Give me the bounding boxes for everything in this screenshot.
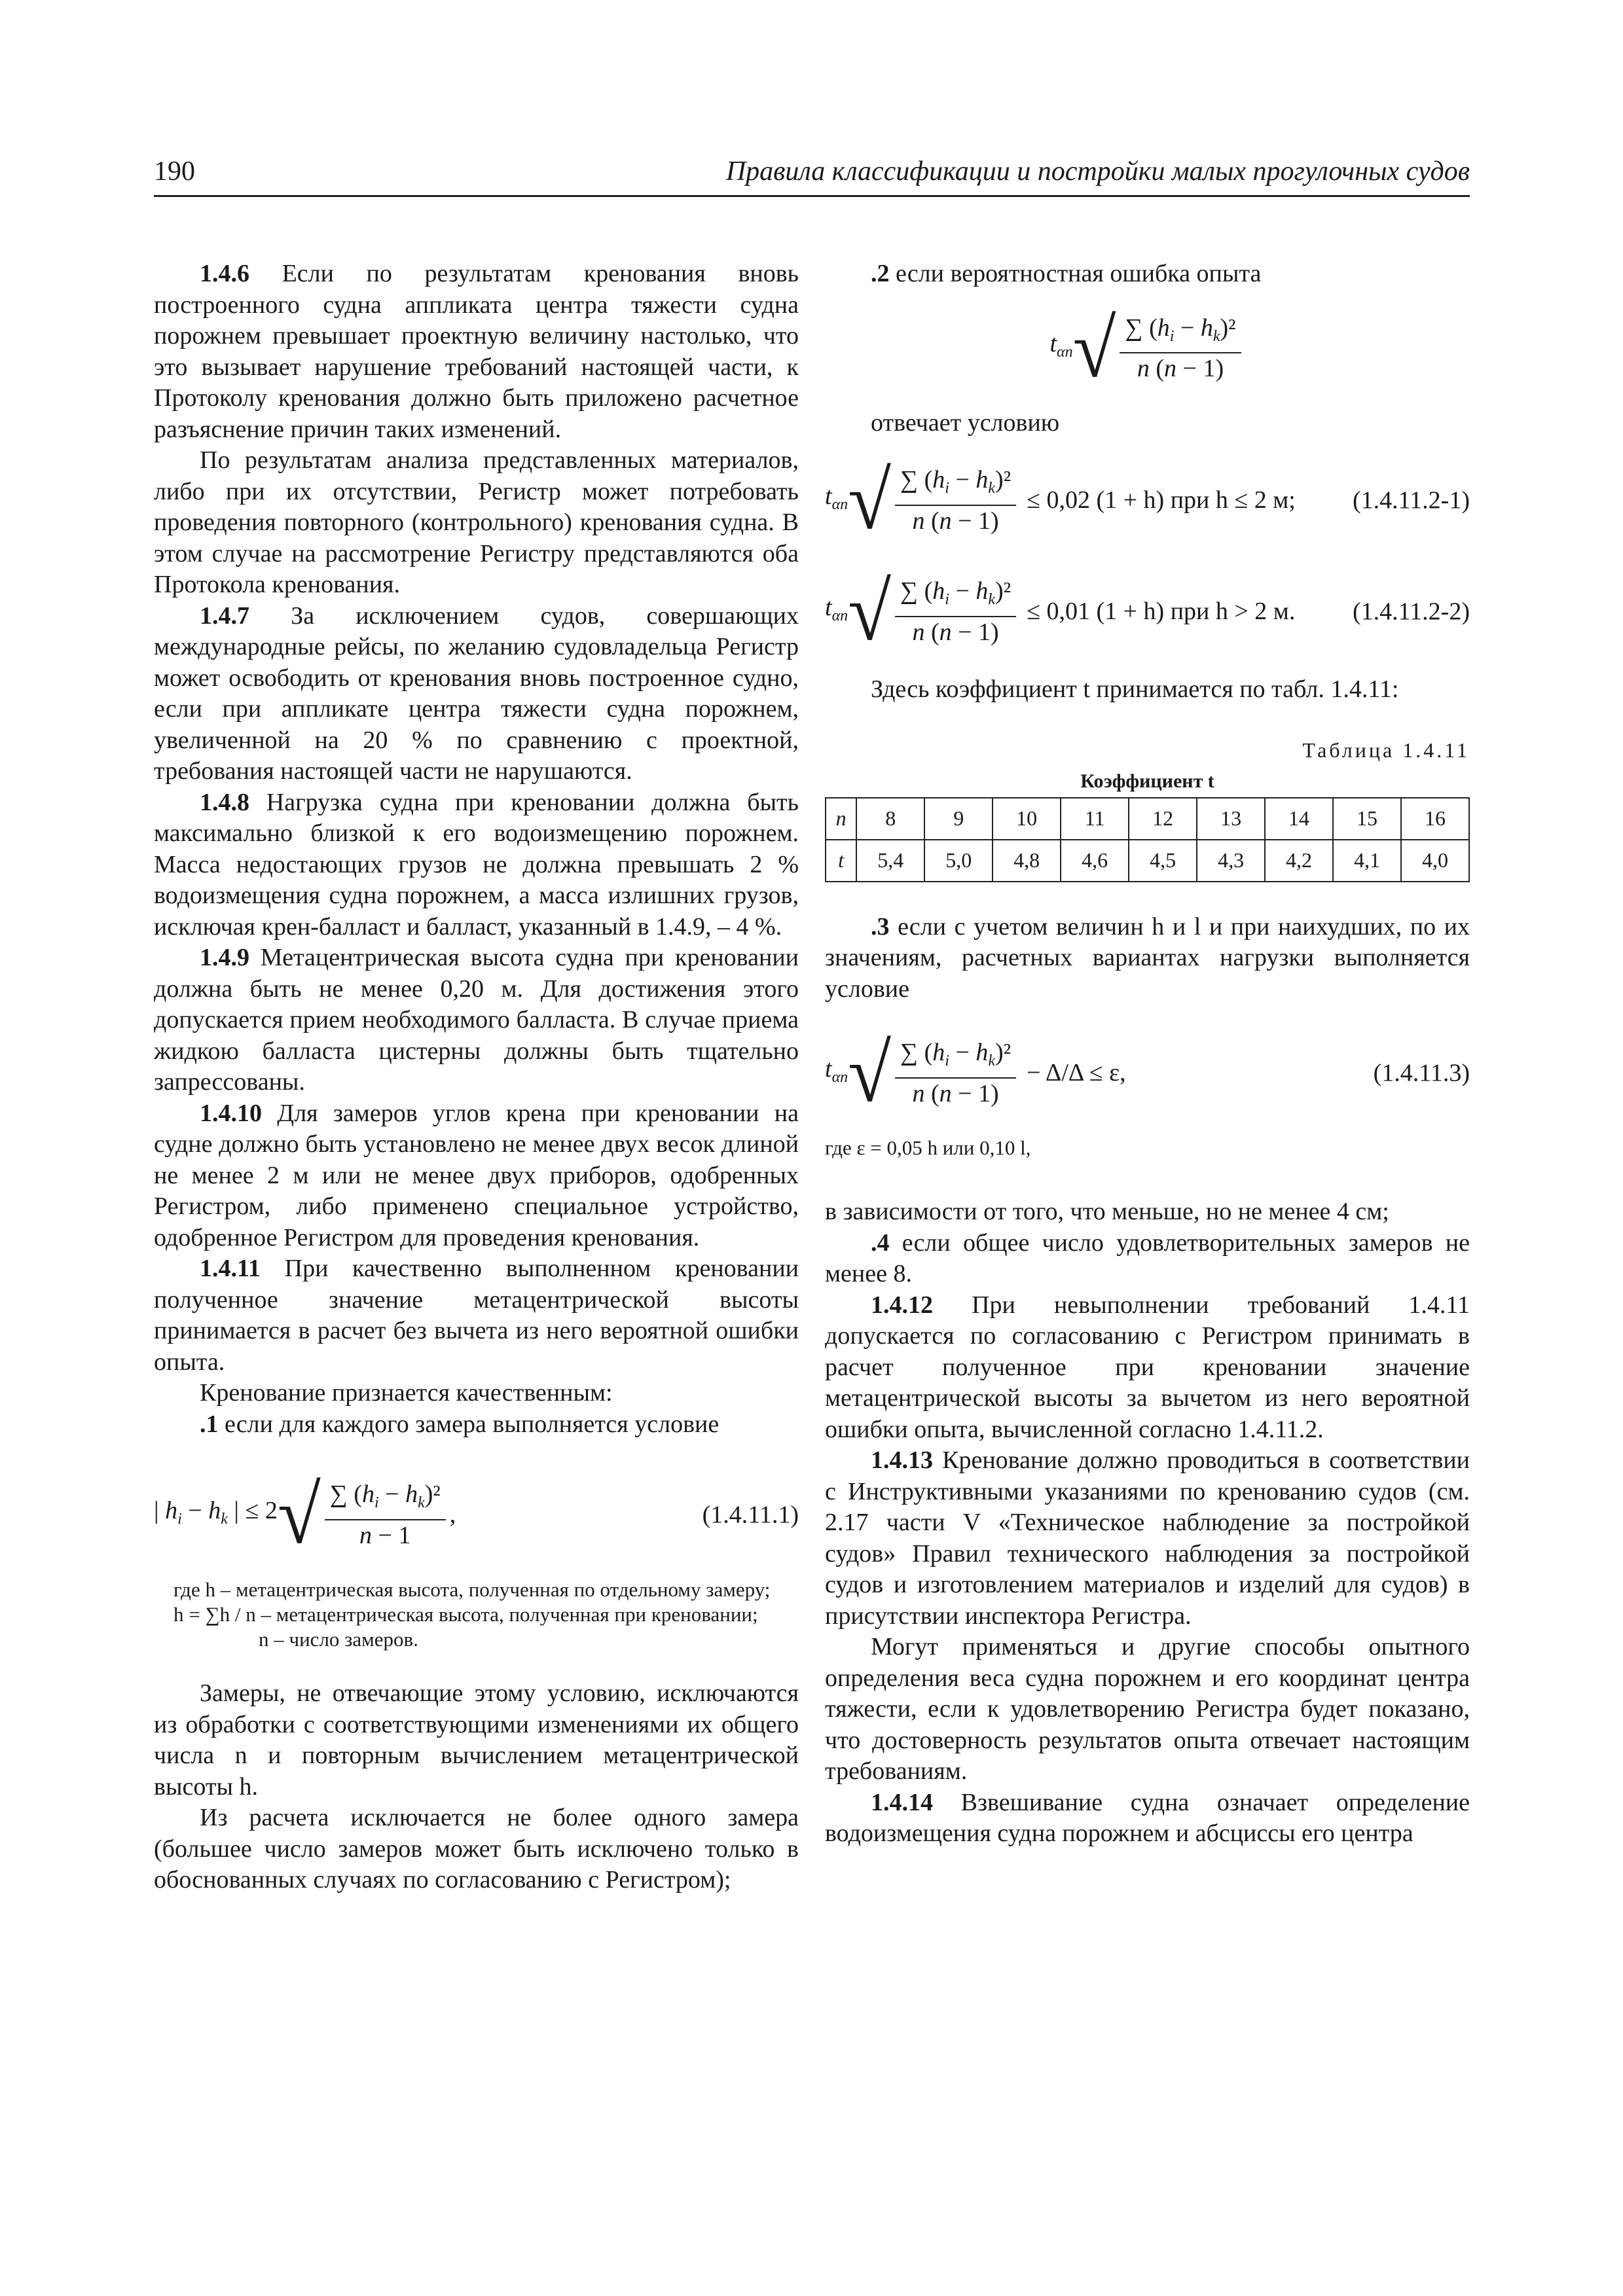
table-cell: 4,0: [1401, 840, 1469, 882]
table-cell: 9: [924, 798, 993, 840]
table-row: [826, 840, 1469, 882]
paragraph-1-4-9: 1.4.9 Метацентрическая высота судна при креновании должна быть не менее 0,20 м. Для достижения этого допускается прием необходимого балласта. В случае приема жидкою балласта цистерны должны быть тщательно запрессованы.: [154, 944, 799, 1096]
table-cell: 4,8: [993, 840, 1061, 882]
formula-1-4-11-2-2: $t_{\alpha n}$ √ $\frac{\sum (h_i - h_k)^2}{n (n - 1)}$ ≤ 0,01 (1 + h) при h > 2 м. (1.4.11.2-2): [825, 565, 1470, 658]
running-title: Правила классификации и постройки малых прогулочных судов: [725, 156, 1470, 187]
table-cell: n: [826, 798, 856, 840]
table-cell: 13: [1197, 798, 1265, 840]
table-cell: 4,5: [1129, 840, 1197, 882]
table-cell: 4,3: [1197, 840, 1265, 882]
table-cell: 14: [1265, 798, 1333, 840]
paragraph-1-4-6: 1.4.6 Если по результатам кренования вновь построенного судна аппликата центра тяжести судна порожнем превышает проектную величину настолько, что это вызывает нарушение требований настоящей части, к Протоколу кренования должно быть приложено расчетное разъяснение причин таких изменений.: [154, 260, 799, 443]
paragraph: Кренование признается качественным:: [200, 1379, 613, 1407]
legend-line: n – число замеров.: [259, 1628, 418, 1651]
paragraph: в зависимости от того, что меньше, но не менее 4 см;: [825, 1198, 1389, 1225]
formula-1-4-11-3: $t_{\alpha n}$ √ $\frac{\sum (h_i - h_k)^2}{n (n - 1)}$ − Δ/Δ ≤ ε, (1.4.11.3): [825, 1027, 1470, 1119]
paragraph-1-4-7: 1.4.7 За исключением судов, совершающих международные рейсы, по желанию судовладельца Регистр может освободить от кренования вновь построенное судно, если при аппликате центра тяжести судна порожнем, увеличенной на 20 % по сравнению с проектной, требования настоящей части не нарушаются.: [154, 601, 799, 785]
paragraph: Могут применяться и другие способы опытного определения веса судна порожнем и его координат центра тяжести, если к удовлетворению Регистра будет показано, что достоверность результатов опыта отвечает настоящим требованиям.: [825, 1633, 1470, 1785]
paragraph: отвечает условию: [871, 408, 1060, 437]
right-column: [825, 259, 1470, 1850]
table-cell: 4,2: [1265, 840, 1333, 882]
table-cell: 4,6: [1061, 840, 1129, 882]
paragraph-1-4-8: 1.4.8 Нагрузка судна при креновании должна быть максимально близкой к его водоизмещению порожнем. Масса недостающих грузов не должна превышать 2 % водоизмещения судна порожнем, а масса излишних грузов, исключая крен-балласт и балласт, указанный в 1.4.9, – 4 %.: [154, 788, 799, 941]
table-cell: 12: [1129, 798, 1197, 840]
page-number: 190: [154, 156, 195, 187]
paragraph-1-4-12: 1.4.12 При невыполнении требований 1.4.11 допускается по согласованию с Регистром принимать в расчет полученное при креновании значение метацентрической высоты за вычетом из него вероятной ошибки опыта, вычисленной согласно 1.4.11.2.: [825, 1291, 1470, 1443]
paragraph-1-4-11: 1.4.11 При качественно выполненном креновании полученное значение метацентрической высоты принимается в расчет без вычета из него вероятной ошибки опыта.: [154, 1255, 799, 1376]
equation-number: (1.4.11.2-1): [1352, 486, 1470, 514]
equation-number: (1.4.11.3): [1373, 1059, 1470, 1087]
paragraph: По результатам анализа представленных материалов, либо при их отсутствии, Регистр может потребовать проведения повторного (контрольного) кренования судна. В этом случае на рассмотрение Регистру представляются оба Протокола кренования.: [154, 446, 799, 598]
paragraph: Из расчета исключается не более одного замера (большее число замеров может быть исключено только в обоснованных случаях по согласованию с Регистром);: [154, 1804, 799, 1893]
formula-1-4-11-1: | $h_i - h_k$ | ≤ 2 √ $\frac{\sum (h_i - h_k)^2}{n - 1}$ , (1.4.11.1): [154, 1469, 799, 1561]
formula-legend: [173, 1577, 799, 1652]
paragraph-1-4-14: 1.4.14 Взвешивание судна означает определение водоизмещения судна порожнем и абсциссы его центра: [825, 1788, 1470, 1847]
paragraph-item-3: .3 если с учетом величин h и l и при наихудших, по их значениям, расчетных вариантах нагрузки выполняется условие: [825, 912, 1470, 1003]
paragraph: Здесь коэффициент t принимается по табл. 1.4.11:: [871, 675, 1399, 703]
equation-number: (1.4.11.1): [702, 1501, 799, 1529]
equation-number: (1.4.11.2-2): [1352, 598, 1470, 626]
paragraph-item-2: .2 если вероятностная ошибка опыта: [871, 260, 1262, 287]
table-cell: 10: [993, 798, 1061, 840]
legend-line: где h – метацентрическая высота, полученная по отдельному замеру;: [173, 1578, 771, 1601]
table-cell: t: [826, 840, 856, 882]
table-caption: Таблица 1.4.11: [1302, 738, 1470, 762]
paragraph-item-4: .4 если общее число удовлетворительных замеров не менее 8.: [825, 1229, 1470, 1287]
formula-1-4-11-2-1: $t_{\alpha n}$ √ $\frac{\sum (h_i - h_k)^2}{n (n - 1)}$ ≤ 0,02 (1 + h) при h ≤ 2 м; (1.4.11.2-1): [825, 454, 1470, 547]
table-cell: 15: [1333, 798, 1401, 840]
table-cell: 5,4: [856, 840, 924, 882]
paragraph-item-1: .1 если для каждого замера выполняется условие: [200, 1410, 720, 1438]
table-title: Коэффициент t: [1080, 770, 1214, 792]
legend-line: h = ∑h / n – метацентрическая высота, полученная при креновании;: [173, 1603, 758, 1626]
paragraph-1-4-10: 1.4.10 Для замеров углов крена при креновании на судне должно быть установлено не менее двух весок длиной не менее 2 м или не менее двух приборов, одобренных Регистром, либо применено специальное устройство, одобренное Регистром для проведения кренования.: [154, 1099, 799, 1251]
table-row: [826, 798, 1469, 840]
paragraph: Замеры, не отвечающие этому условию, исключаются из обработки с соответствующими изменениями их общего числа n и повторным вычислением метацентрической высоты h.: [154, 1679, 799, 1801]
table-cell: 4,1: [1333, 840, 1401, 882]
table-cell: 5,0: [924, 840, 993, 882]
formula-note: где ε = 0,05 h или 0,10 l,: [825, 1136, 1031, 1159]
page-header: [154, 156, 1470, 197]
formula-probable-error: $t_{\alpha n}$ √ $\frac{\sum (h_i - h_k)^2}{n (n - 1)}$: [825, 303, 1470, 395]
table-cell: 8: [856, 798, 924, 840]
table-cell: 11: [1061, 798, 1129, 840]
left-column: [154, 259, 799, 1896]
coefficient-table: [825, 797, 1470, 882]
paragraph-1-4-13: 1.4.13 Кренование должно проводиться в соответствии с Инструктивными указаниями по кренованию судов (см. 2.17 части V «Техническое наблюдение за постройкой судов» Правил технического наблюдения за постройкой судов и изготовлением материалов и изделий для судов) в присутствии инспектора Регистра.: [825, 1446, 1470, 1630]
table-cell: 16: [1401, 798, 1469, 840]
